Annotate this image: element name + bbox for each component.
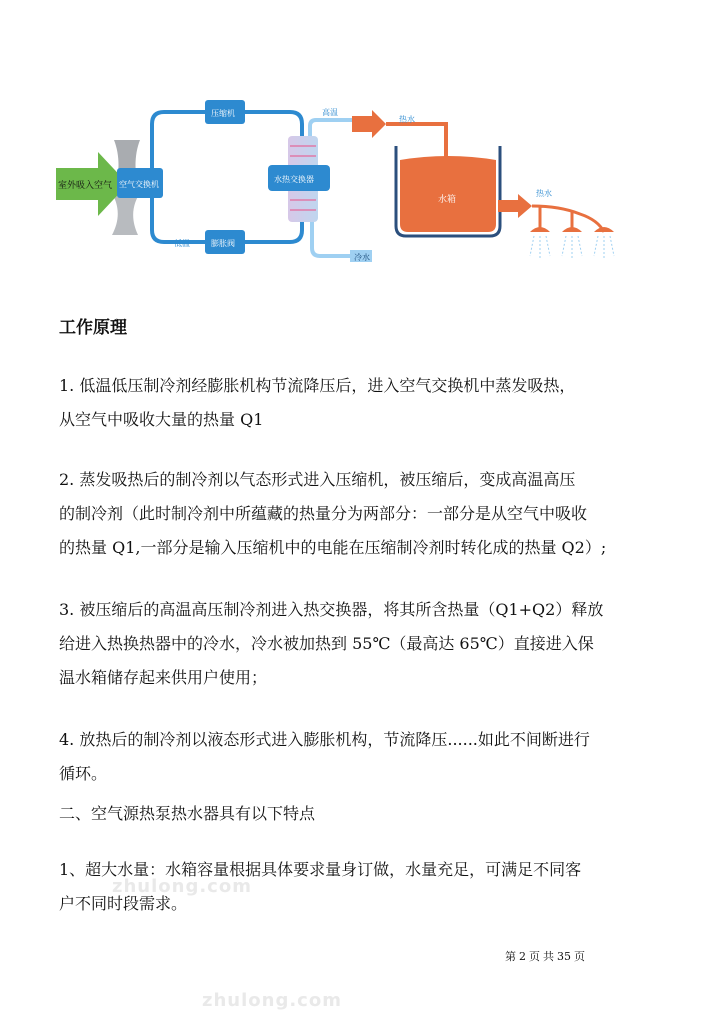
cold-water-pipe [312,222,350,256]
text-line: 的热量 Q1,一部分是输入压缩机中的电能在压缩制冷剂时转化成的热量 Q2）; [59,538,607,557]
water-tank-fill [400,156,496,232]
paragraph-4 [59,723,669,791]
expansion-valve-label: 膨胀阀 [211,239,235,248]
hot-water-label-2: 热水 [536,189,552,198]
water-heat-exchanger-label: 水热交换器 [274,175,314,184]
paragraph-1 [59,369,669,437]
compressor-label: 压缩机 [211,109,235,118]
text-line: 温水箱储存起来供用户使用； [59,668,268,687]
air-exchanger-label: 空气交换机 [119,180,159,189]
fan-label: 室外吸入空气 [58,181,113,191]
page-footer [505,948,588,964]
text-line: 从空气中吸收大量的热量 Q1 [59,410,264,429]
text-line: 2. 蒸发吸热后的制冷剂以气态形式进入压缩机，被压缩后，变成高温高压 [59,470,576,489]
text-line: 循环。 [59,764,108,783]
high-temp-label: 高温 [322,108,338,117]
footer-word: 页 [574,950,585,963]
outlet-arrow [498,194,532,218]
paragraph-3 [59,593,669,695]
text-line: 的制冷剂（此时制冷剂中所蕴藏的热量分为两部分：一部分是从空气中吸收 [59,504,588,523]
water-spray-icon [530,236,614,258]
text-line: 二、空气源热泵热水器具有以下特点 [59,804,316,823]
footer-word: 页 [529,950,540,963]
page-number: 2 [519,950,526,963]
hot-water-label-1: 热水 [399,115,415,124]
text-line: 1. 低温低压制冷剂经膨胀机构节流降压后，进入空气交换机中蒸发吸热， [59,376,576,395]
water-tank-label: 水箱 [438,195,457,205]
low-temp-label: 低温 [174,239,190,248]
section-title: 工作原理 [59,318,127,338]
footer-word: 共 [543,950,554,963]
text-line: 4. 放热后的制冷剂以液态形式进入膨胀机构，节流降压......如此不间断进行 [59,730,590,749]
text-line: 给进入热换热器中的冷水，冷水被加热到 55℃（最高达 65℃）直接进入保 [59,634,594,653]
heat-pump-diagram [0,0,724,300]
text-line: 1、超大水量：水箱容量根据具体要求量身订做，水量充足，可满足不同客 [59,860,582,879]
watermark-1: zhulong.com [112,876,252,897]
paragraph-2 [59,463,669,565]
cold-water-label: 冷水 [354,253,370,262]
footer-word: 第 [505,950,516,963]
hot-water-pipe [310,120,352,136]
hot-water-arrow [352,110,386,138]
text-line: 3. 被压缩后的高温高压制冷剂进入热交换器，将其所含热量（Q1+Q2）释放 [59,600,604,619]
section-2-heading [59,797,669,831]
shower-head-icon [530,227,614,232]
watermark-2: zhulong.com [202,990,342,1011]
total-pages: 35 [557,950,571,963]
text-line: 户不同时段需求。 [59,894,188,913]
